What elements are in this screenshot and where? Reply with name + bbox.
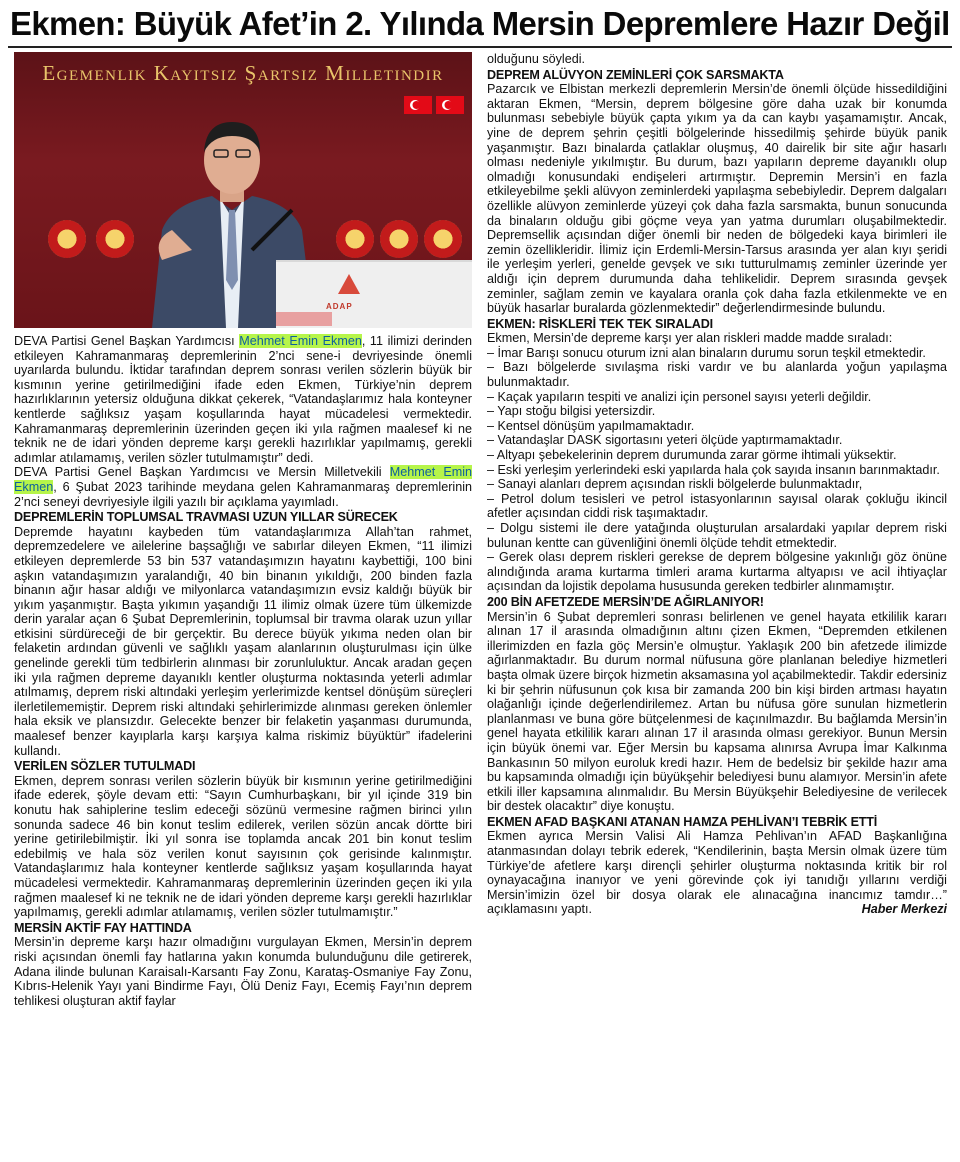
right-column [487, 52, 947, 1162]
list-item: – Petrol dolum tesisleri ve petrol istasyonlarının sayısal olarak çokluğu ikincil afetler açısından ciddi risk taşımaktadır. [487, 491, 947, 521]
emblem-icon [380, 220, 418, 258]
paragraph: DEVA Partisi Genel Başkan Yardımcısı Mehmet Emin Ekmen, 11 ilimizi derinden etkileyen Kahramanmaraş depremlerinin 2’nci sene-i devriyesinde önemli uyarılarda bulundu. İktidar tarafından deprem sonrası verilen sözlerin büyük bir kısmının yerine getirilmediğini ifade eden Ekmen, Türkiye’nin deprem hazırlıklarının yetersiz olduğuna dikkat çekerek, “Vatandaşlarımız hala konteyner kentlerde sağlıksız yaşam koşullarında hayat mücadelesi vermektedir. Kahramanmaraş depremlerinin üzerinden geçen iki yıla rağmen maalesef ki ne teknik ne de idari yönden depreme karşı gerekli hazırlıklar yapılmamış, gerekli adımlar atılamamış, verilen sözler tutulmamıştır” dedi. [14, 334, 472, 465]
turkish-flags-icon [404, 94, 464, 116]
podium [276, 260, 472, 328]
list-item: – İmar Barışı sonucu oturum izni alan binaların durumu sorun teşkil etmektedir. [487, 345, 926, 360]
subheading: 200 BİN AFETZEDE MERSİN’DE AĞIRLANIYOR! [487, 594, 764, 609]
paragraph: Mersin’in 6 Şubat depremleri sonrası belirlenen ve genel hayata etkililik kararı alınan 17 il arasında olmadığının altını çizen Ekmen, “Depremden etkilenen illerimizden en fazla göç Mersin’e olmuştur. Yaklaşık 200 bin afetzede ilimizde ağırlanmaktadır. Bu durum normal nüfusuna göre planlanan belediye hizmetleri başta olmak üzere birçok hizmetin aksamasına yol açabilmektedir. Takdir edersiniz ki bir şehrin nüfusunun çok kısa bir zamanda 200 bin kişi birden artması hayatın olağanlığı içinde değerlendirilemez. Artan bu nüfusa göre sunulan hizmetlerin planlanması ve buna göre bütçelenmesi de kaçınılmazdır. Bu bağlamda Mersin’in genel hayata etkililik kararı alınan 17 il arasında olması gerekiyor. Bunun Mersin için büyük önemi var. Eğer Mersin bu kapsama alınırsa Avrupa İmar Kalkınma Bankasının 50 milyon euroluk kredi hazır. Hem de bedelsiz bir şekilde hazır ama bu kapsamında olmadığı için büyükşehir belediyesi bunu alamıyor. Mersin’in afete etkili iller kapsamına alınmalıdır. Bu Mersin Büyükşehir Belediyesine de verilecek bir destek olacaktır” diye konuştu. [487, 609, 947, 814]
highlighted-name: Mehmet Emin Ekmen [239, 334, 362, 348]
highlighted-name: Mehmet Emin Ekmen [14, 465, 472, 494]
paragraph: Mersin’in depreme karşı hazır olmadığını vurgulayan Ekmen, Mersin’in deprem riski açısından önemli fay hatlarına yakın konumda bulunduğunu dile getirerek, Adana ilinde bulunan Karaisalı-Karsantı Fay Zonu, Karataş-Osmaniye Fay Zonu, Kıbrıs-Helenik Yayı yani Bindirme Fayı, Ölü Deniz Fayı, Ecemiş Fayı’nın deprem tehlikesi oluşturan aktif faylar [14, 935, 472, 1008]
list-item: – Kaçak yapıların tespiti ve analizi için personel sayısı yeterli değildir. [487, 389, 872, 404]
subheading: DEPREMLERİN TOPLUMSAL TRAVMASI UZUN YILLAR SÜRECEK [14, 510, 398, 525]
subheading: EKMEN AFAD BAŞKANI ATANAN HAMZA PEHLİVAN’I TEBRİK ETTİ [487, 814, 878, 829]
paragraph: Ekmen, deprem sonrası verilen sözlerin büyük bir kısmının yerine getirilmediğini ifade ederek, şöyle devam etti: “Sayın Cumhurbaşkanı, bir yıl içinde 319 bin konutu hak sahiplerine teslim edeceği sözünü vermesine rağmen birinci yılın sonunda sadece 46 bin konut teslim edilerek, verilen sözün ancak dörtte biri yerine getirilebilmiştir. İki yıl sonra ise toplamda ancak 201 bin konut teslim edebilmiş ve hala söz verilen konut sayısının çok gerisinde kalınmıştır. Vatandaşlarımız hala konteyner kentlerde sağlıksız yaşam koşullarında hayat mücadelesi vermektedir. Kahramanmaraş depremlerinin üzerinden geçen iki yıla rağmen maalesef ki ne teknik ne de idari yönden depreme karşı gerekli hazırlıklar yapılmamış, gerekli adımlar atılamamış, verilen sözler tutulmamıştır.” [14, 773, 472, 920]
list-item: – Sanayi alanları deprem açısından riskli bölgelerde bulunmaktadır, [487, 477, 863, 492]
list-item: – Eski yerleşim yerlerindeki eski yapılarda hala çok sayıda insanın barınmaktadır. [487, 462, 940, 477]
podium-stripe [276, 312, 332, 326]
article-photo [14, 52, 472, 328]
byline: Haber Merkezi [861, 902, 947, 917]
subheading: DEPREM ALÜVYON ZEMİNLERİ ÇOK SARSMAKTA [487, 67, 784, 82]
emblem-icon [424, 220, 462, 258]
left-column [14, 50, 472, 1160]
list-item: – Dolgu sistemi ile dere yatağında oluşturulan arsalardaki yapılar deprem riski bulunan kentte can güvenliğini önemli ölçüde tehdit etmektedir. [487, 521, 947, 550]
emblem-icon [336, 220, 374, 258]
adap-logo-icon [336, 272, 362, 296]
headline-rule [8, 46, 952, 48]
paragraph: Ekmen, Mersin’de depreme karşı yer alan riskleri madde madde sıraladı: [487, 331, 893, 346]
emblem-icon [48, 220, 86, 258]
paragraph: DEVA Partisi Genel Başkan Yardımcısı ve Mersin Milletvekili Mehmet Emin Ekmen, 6 Şubat 2023 tarihinde meydana gelen Kahramanmaraş depremlerinin 2’nci seneyi devriyesiyle ilgili yazılı bir açıklama yayımladı. [14, 465, 472, 509]
subheading: VERİLEN SÖZLER TUTULMADI [14, 759, 196, 774]
list-item: – Altyapı şebekelerinin deprem durumunda zarar görme ihtimali yüksektir. [487, 448, 897, 463]
headline: Ekmen: Büyük Afet’in 2. Yılında Mersin Depremlere Hazır Değil [10, 5, 950, 42]
list-item: – Yapı stoğu bilgisi yetersizdir. [487, 404, 656, 419]
paragraph: Ekmen ayrıca Mersin Valisi Ali Hamza Pehlivan’ın AFAD Başkanlığına atanmasından dolayı tebrik ederek, “Kendilerinin, başta Mersin olmak üzere tüm Türkiye’de afetlere karşı dirençli şehirler oluşturma noktasında kritik bir rol oynayacağına inanıyor ve yeni görevinde çok iyi tanıdığı yıllarını verdiği Mersin’imizin özel bir dosya olarak ele alınacağına inancımız tamdır…” açıklamasını yaptı. Haber Merkezi [487, 829, 947, 917]
list-item: – Gerek olası deprem riskleri gerekse de deprem bölgesine yakınlığı göz önüne alındığında arama kurtarma timleri arama kurtarma altyapısı ve acil ihtiyaçlar açısından da lojistik depolama hususunda gereken tedbirler alınmamıştır. [487, 550, 947, 594]
paragraph: Depremde hayatını kaybeden tüm vatandaşlarımıza Allah’tan rahmet, depremzedelere ve ailelerine başsağlığı ve sabırlar dileyen Ekmen, “11 ilimizi etkileyen depremlerde 53 bin 537 vatandaşımızın hayatını kaybettiği, 100 bini aşkın vatandaşımızın yaralandığı, 40 bin binanın yıkıldığı, 200 binden fazla binanın ağır hasar aldığı ve milyonlarca vatandaşımızın evsiz kaldığı büyük bir yıkım yaşanmıştır. Başta yıkımın yaşandığı 11 ilimiz olmak üzere tüm ülkemizde derin yaralar açan 6 Şubat Depremlerinin, toplumsal bir travma olarak uzun yıllar etkisini sürdüreceği de bir gerçektir. Bu derece büyük yıkıma neden olan bir felaketin ardından güvenli ve sağlıklı yaşam alanlarının oluşturulması için ülke genelinde gerekli tüm tedbirlerin alınması bir zorunluluktur. Ancak aradan geçen iki yıla rağmen depreme dayanıklı kentler oluşturma noktasında yeterli adımlar atılmamış, deprem riski altındaki yerleşim yerlerimizde kentsel dönüşüm süreçleri ilerletilememiştir. Deprem riski altındaki şehirlerimizde alınması gereken önlemler hala eksik ve plansızdır. Gelecekte benzer bir felaketin yaşanması durumunda, maalesef benzer kayıplarla karşı karşıya kalma riskimiz büyüktür” ifadelerini kullandı. [14, 524, 472, 758]
subheading: MERSİN AKTİF FAY HATTINDA [14, 920, 192, 935]
parliament-banner-text: Egemenlik Kayıtsız Şartsız Milletindir [42, 61, 444, 85]
paragraph: Pazarcık ve Elbistan merkezli depremlerin Mersin’de önemli ölçüde hissedildiğini aktaran Ekmen, “Mersin, deprem bölgesine göre daha uzak bir konumda bulunması sebebiyle büyük çapta yıkım ya da can kaybı yaşamamıştır. Ancak, yine de deprem şehrin çeşitli bölgelerinde hissedilmiş şehirde büyük panik yaşanmıştır. Bazı binalarda çatlaklar oluşmuş, 40 dairelik bir site ağır hasarlı olması nedeniyle yıkılmıştır. Bu durum, bazı yapıların depreme dayanıklı olup olmadığı konusundaki endişeleri artırmıştır. Depremin Mersin’i en fazla etkileyebilme şekli alüvyon zeminlerdeki yapılaşma sebebiyledir. Deprem dalgaları özellikle alüvyon zeminlerde yüzeyi çok daha fazla sarsmakta, bunun sonucunda da binaların olduğu gibi göçme veya yan yatma durumları oluşabilmektedir. Depremsellik açısından diğer önemli bir neden de bölgedeki kaya birimleri ile zemin özellikleridir. İlimiz için Erdemli-Mersin-Tarsus arasında yer alan kıyı şeridi ile yerleşim yerleri, genelde gevşek ve sıkı tutturulmamış zeminler üzerinde yer aldığı için deprem durumunda daha tehlikelidir. Deprem sırasında gevşek zeminler, sağlam zemin ve kayalara oranla çok daha fazla etkilenmekte ve en büyük hasarlar buralarda gözlenmektedir” değerlendirmesinde bulundu. [487, 82, 947, 316]
subheading: EKMEN: RİSKLERİ TEK TEK SIRALADI [487, 316, 713, 331]
list-item: – Bazı bölgelerde sıvılaşma riski vardır ve bu alanlarda yoğun yapılaşma bulunmaktadır. [487, 360, 947, 390]
list-item: – Kentsel dönüşüm yapılmamaktadır. [487, 418, 695, 433]
list-item: – Vatandaşlar DASK sigortasını yeteri ölçüde yaptırmamaktadır. [487, 433, 843, 448]
paragraph: olduğunu söyledi. [487, 52, 586, 66]
emblem-icon [96, 220, 134, 258]
podium-logo-text: ADAP [326, 302, 353, 311]
